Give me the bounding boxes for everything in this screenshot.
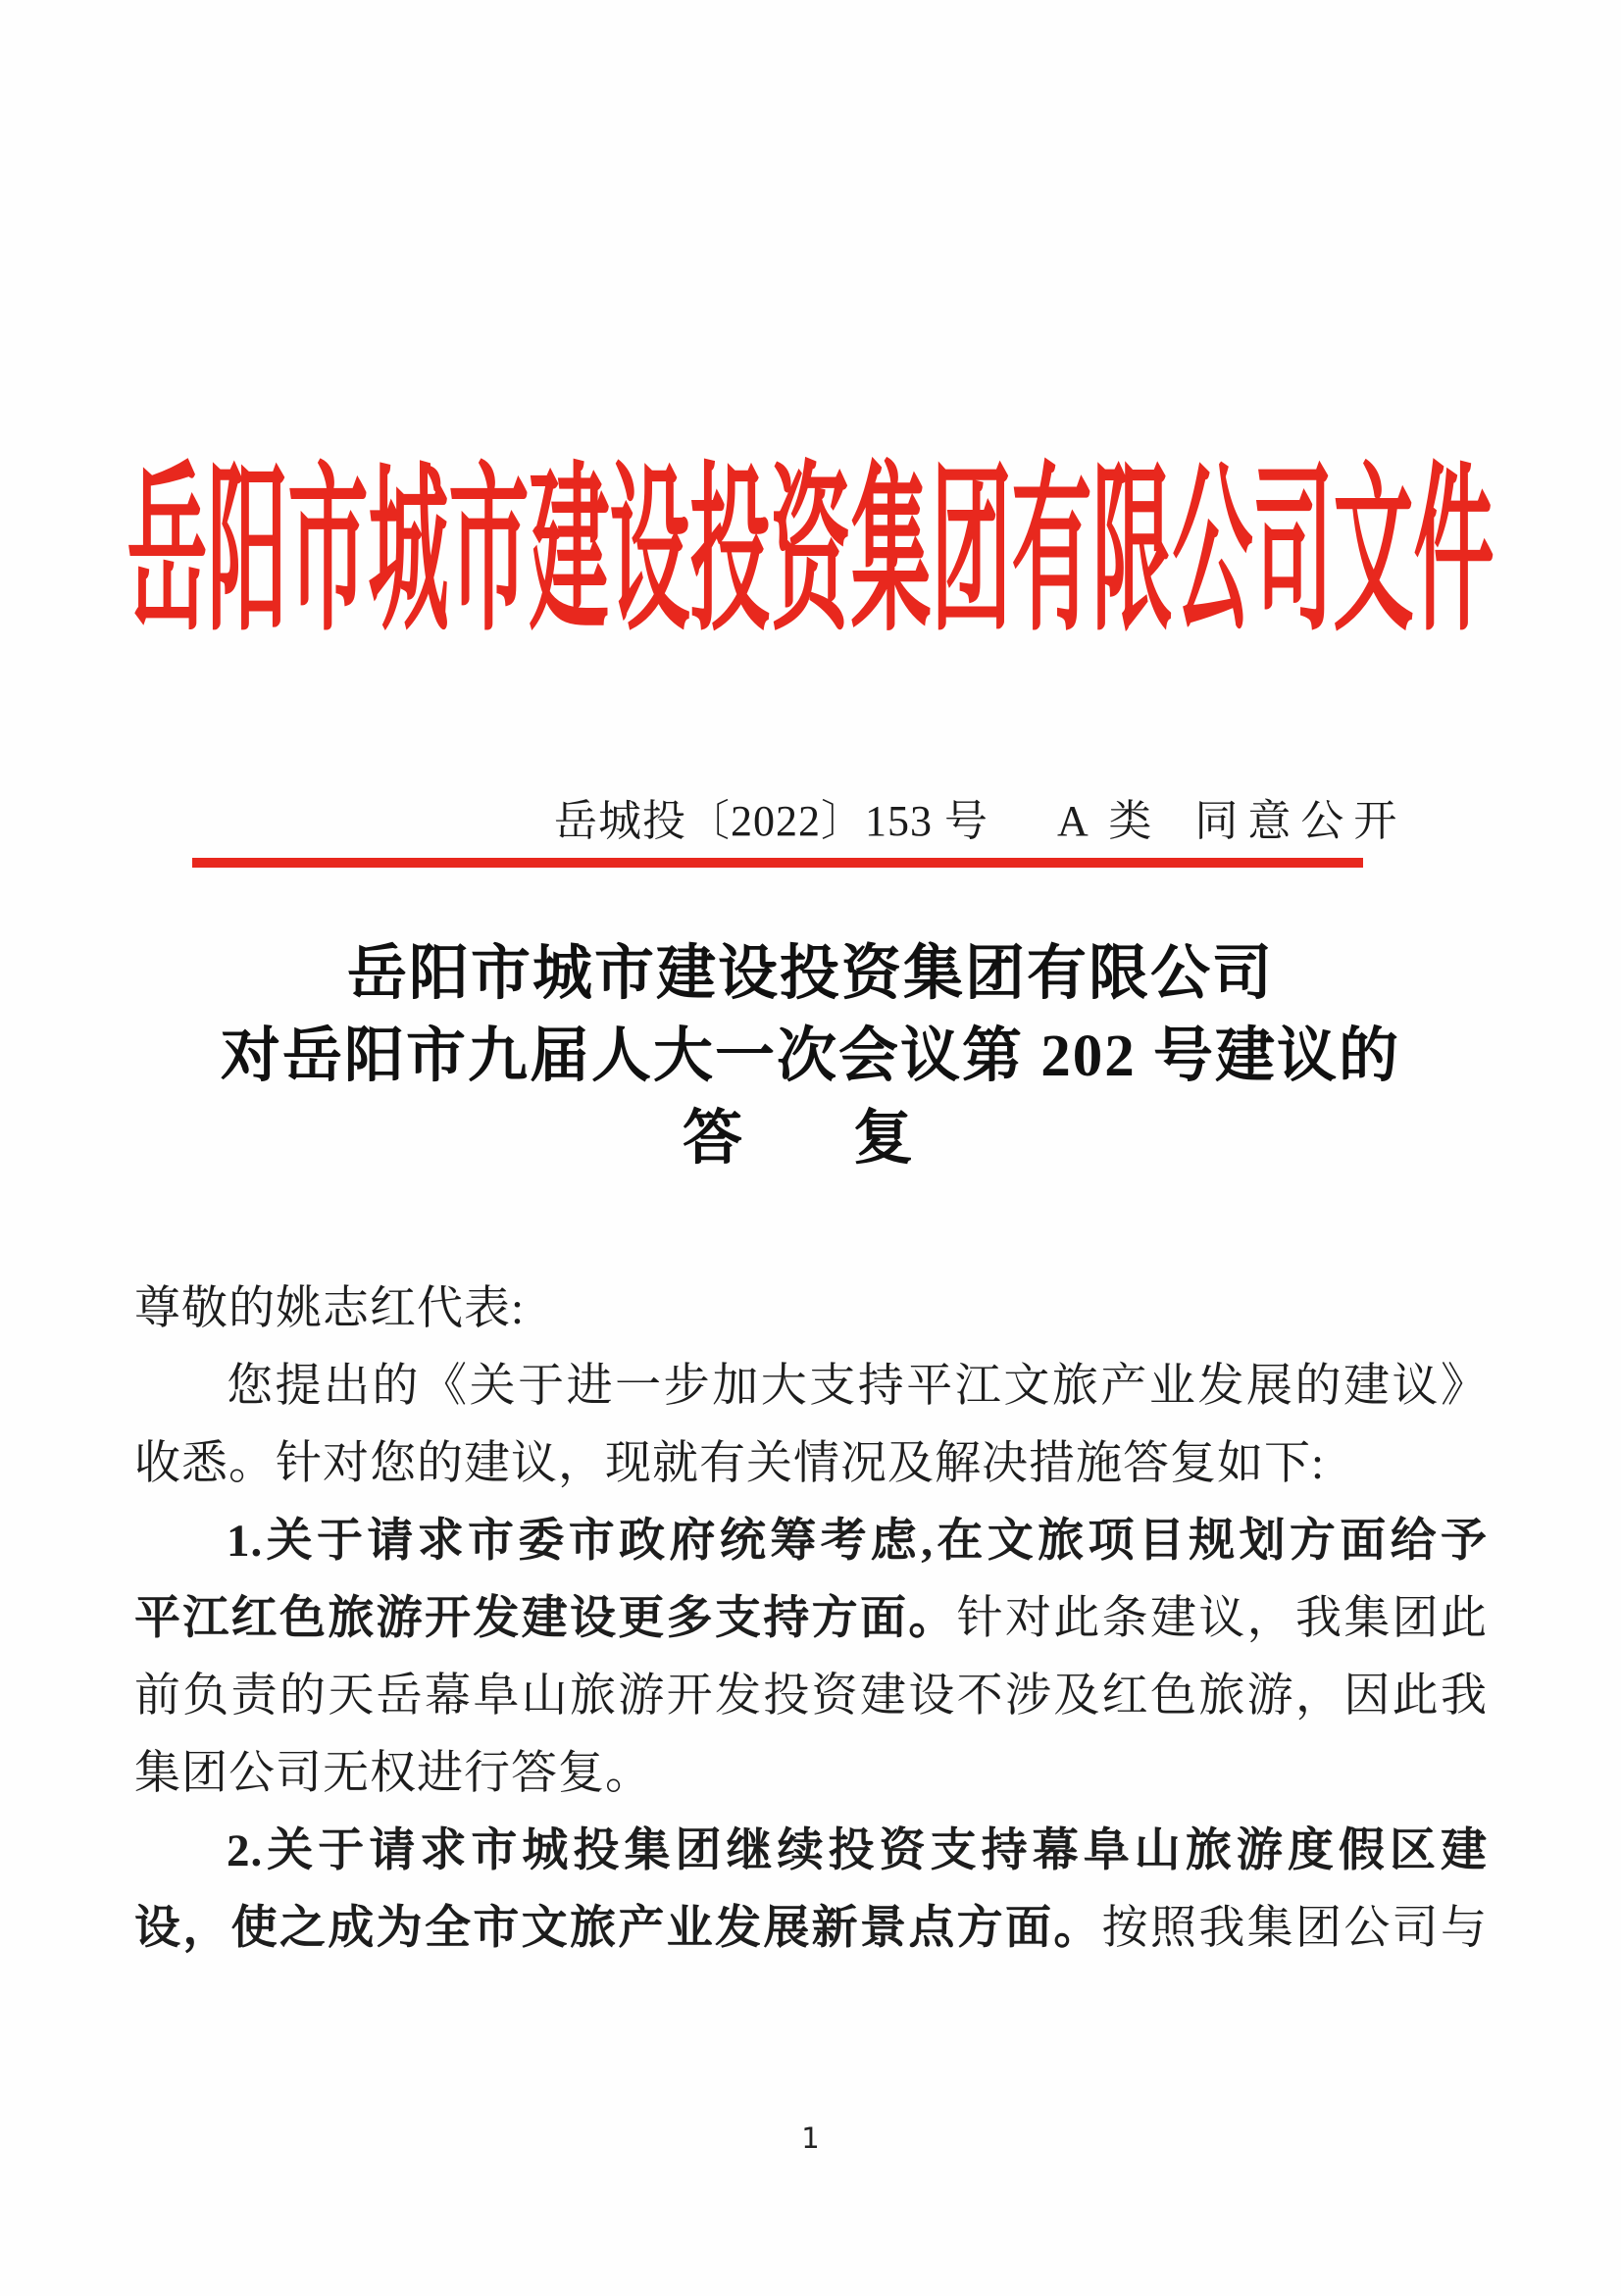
body-segment: 收悉。针对您的建议，现就有关情况及解决措施答复如下: [134,1438,1326,1489]
body-line [134,1425,1488,1503]
red-divider-line [192,858,1363,868]
body-line [134,1890,1488,1968]
body-segment: 按照我集团公司与 [1101,1903,1489,1954]
body-segment-bold: 平江红色旅游开发建设更多支持方面。 [134,1593,957,1644]
red-letterhead-banner [0,443,1621,653]
body-segment-bold: 设，使之成为全市文旅产业发展新景点方面。 [134,1903,1102,1954]
document-title-line-3: 答 复 [682,1106,938,1172]
body-paragraph-lines [134,1348,1488,1968]
body-line [134,1580,1488,1658]
body-line [134,1735,1488,1813]
body-segment: 集团公司无权进行答复。 [134,1748,652,1799]
document-publicity-label: 同意公开 [1194,797,1407,845]
body-segment: 针对此条建议，我集团此 [956,1593,1489,1644]
document-number: 岳城投〔2022〕153 号 [554,797,988,845]
body-segment-bold: 2.关于请求市城投集团继续投资支持幕阜山旅游度假区建 [227,1825,1488,1876]
letterhead-title: 岳阳市城市建设投资集团有限公司文件 [127,452,1494,653]
document-title-line-1: 岳阳市城市建设投资集团有限公司 [346,941,1274,1007]
body-line [134,1658,1488,1735]
body-segment-bold: 1.关于请求市委市政府统筹考虑,在文旅项目规划方面给予 [227,1516,1488,1567]
body-segment: 您提出的《关于进一步加大支持平江文旅产业发展的建议》 [227,1361,1488,1412]
document-body [134,1271,1488,1968]
body-line [134,1348,1488,1425]
salutation: 尊敬的姚志红代表: [134,1283,526,1334]
document-category: A 类 [1057,797,1158,845]
document-info-row [554,796,1407,847]
body-line [134,1813,1488,1890]
document-title-line-2: 对岳阳市九届人大一次会议第 202 号建议的 [220,1023,1400,1089]
document-title [127,933,1494,1180]
body-segment: 前负责的天岳幕阜山旅游开发投资建设不涉及红色旅游，因此我 [134,1671,1488,1722]
page-number: 1 [801,2121,820,2155]
body-line [134,1503,1488,1580]
